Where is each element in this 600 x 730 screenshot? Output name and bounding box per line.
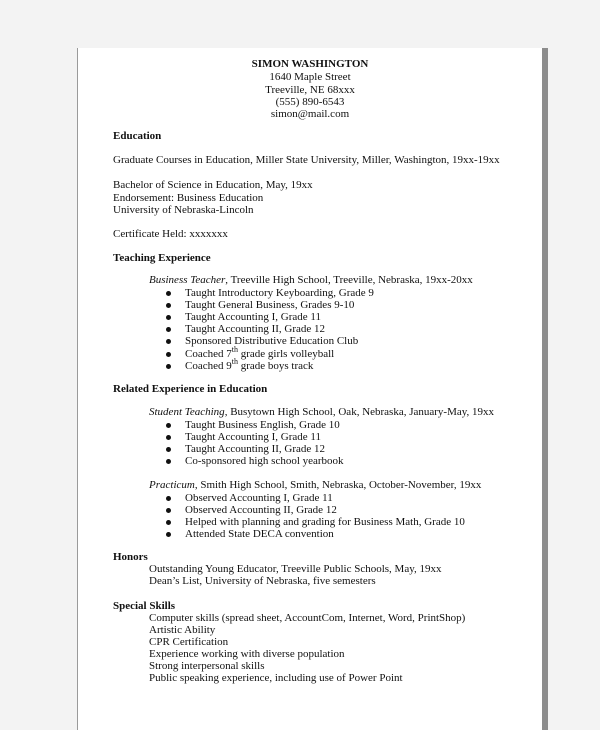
- bullet-icon: [166, 520, 171, 525]
- practicum-title: Practicum: [149, 479, 195, 491]
- list-item: Taught Accounting II, Grade 12: [185, 443, 326, 455]
- student-teaching-rest: , Busytown High School, Oak, Nebraska, January-May, 19xx: [224, 406, 495, 418]
- city-line: Treeville, NE 68xxx: [265, 84, 355, 96]
- ordinal-suffix: th: [231, 345, 238, 354]
- teaching-title: Business Teacher: [149, 274, 226, 286]
- page-edge-shadow: [542, 48, 548, 730]
- list-item: Taught Business English, Grade 10: [185, 419, 340, 431]
- skills-item: Public speaking experience, including use of Power Point: [149, 672, 403, 684]
- bullet-icon: [166, 339, 171, 344]
- coached-volleyball-rest: grade girls volleyball: [237, 348, 335, 360]
- list-item: Co-sponsored high school yearbook: [185, 455, 344, 467]
- practicum-rest: , Smith High School, Smith, Nebraska, October-November, 19xx: [194, 479, 482, 491]
- coached-track-rest: grade boys track: [237, 360, 314, 372]
- education-graduate: Graduate Courses in Education, Miller State University, Miller, Washington, 19xx-19xx: [113, 154, 500, 166]
- teaching-position: [149, 274, 473, 287]
- bullet-icon: [166, 435, 171, 440]
- email-line: simon@mail.com: [270, 108, 350, 120]
- address-line: 1640 Maple Street: [269, 71, 351, 83]
- skills-heading: Special Skills: [113, 600, 176, 612]
- skills-item: Experience working with diverse population: [149, 648, 345, 660]
- skills-item: CPR Certification: [149, 636, 229, 648]
- student-teaching-position: [149, 406, 494, 419]
- bullet-icon: [166, 508, 171, 513]
- skills-item: Artistic Ability: [149, 624, 216, 636]
- list-item: Sponsored Distributive Education Club: [185, 335, 359, 347]
- bullet-icon: [166, 315, 171, 320]
- bullet-icon: [166, 496, 171, 501]
- teaching-title-rest: , Treeville High School, Treeville, Nebraska, 19xx-20xx: [225, 274, 473, 286]
- student-teaching-title: Student Teaching: [149, 406, 225, 418]
- list-item: Taught Accounting I, Grade 11: [185, 311, 321, 323]
- bullet-icon: [166, 291, 171, 296]
- list-item: Taught General Business, Grades 9-10: [185, 299, 355, 311]
- teaching-heading: Teaching Experience: [113, 252, 211, 264]
- list-item: Taught Accounting I, Grade 11: [185, 431, 321, 443]
- honors-heading: Honors: [113, 551, 148, 563]
- skills-item: Computer skills (spread sheet, AccountCom, Internet, Word, PrintShop): [149, 612, 466, 624]
- list-item-coached-track: [185, 357, 314, 373]
- bullet-icon: [166, 327, 171, 332]
- ordinal-suffix: th: [231, 357, 238, 366]
- bullet-icon: [166, 459, 171, 464]
- phone-line: (555) 890-6543: [275, 96, 345, 108]
- list-item: Taught Accounting II, Grade 12: [185, 323, 326, 335]
- list-item: Helped with planning and grading for Business Math, Grade 10: [185, 516, 465, 528]
- list-item: Observed Accounting I, Grade 11: [185, 492, 333, 504]
- bullet-icon: [166, 423, 171, 428]
- list-item: Observed Accounting II, Grade 12: [185, 504, 337, 516]
- bullet-icon: [166, 303, 171, 308]
- honors-item: Dean’s List, University of Nebraska, five semesters: [149, 575, 376, 587]
- coached-volleyball-text: Coached 7: [185, 348, 232, 360]
- list-item: Attended State DECA convention: [185, 528, 334, 540]
- education-university: University of Nebraska-Lincoln: [113, 204, 254, 216]
- education-endorsement: Endorsement: Business Education: [113, 192, 264, 204]
- education-heading: Education: [113, 130, 162, 142]
- resume-name: SIMON WASHINGTON: [251, 58, 369, 70]
- practicum-position: [149, 479, 481, 492]
- skills-item: Strong interpersonal skills: [149, 660, 265, 672]
- coached-track-text: Coached 9: [185, 360, 232, 372]
- bullet-icon: [166, 532, 171, 537]
- education-certificate: Certificate Held: xxxxxxx: [113, 228, 228, 240]
- related-heading: Related Experience in Education: [113, 383, 268, 395]
- list-item: Taught Introductory Keyboarding, Grade 9: [185, 287, 374, 299]
- education-bachelor: Bachelor of Science in Education, May, 19xx: [113, 179, 313, 191]
- bullet-icon: [166, 447, 171, 452]
- honors-item: Outstanding Young Educator, Treeville Public Schools, May, 19xx: [149, 563, 442, 575]
- bullet-icon: [166, 352, 171, 357]
- bullet-icon: [166, 364, 171, 369]
